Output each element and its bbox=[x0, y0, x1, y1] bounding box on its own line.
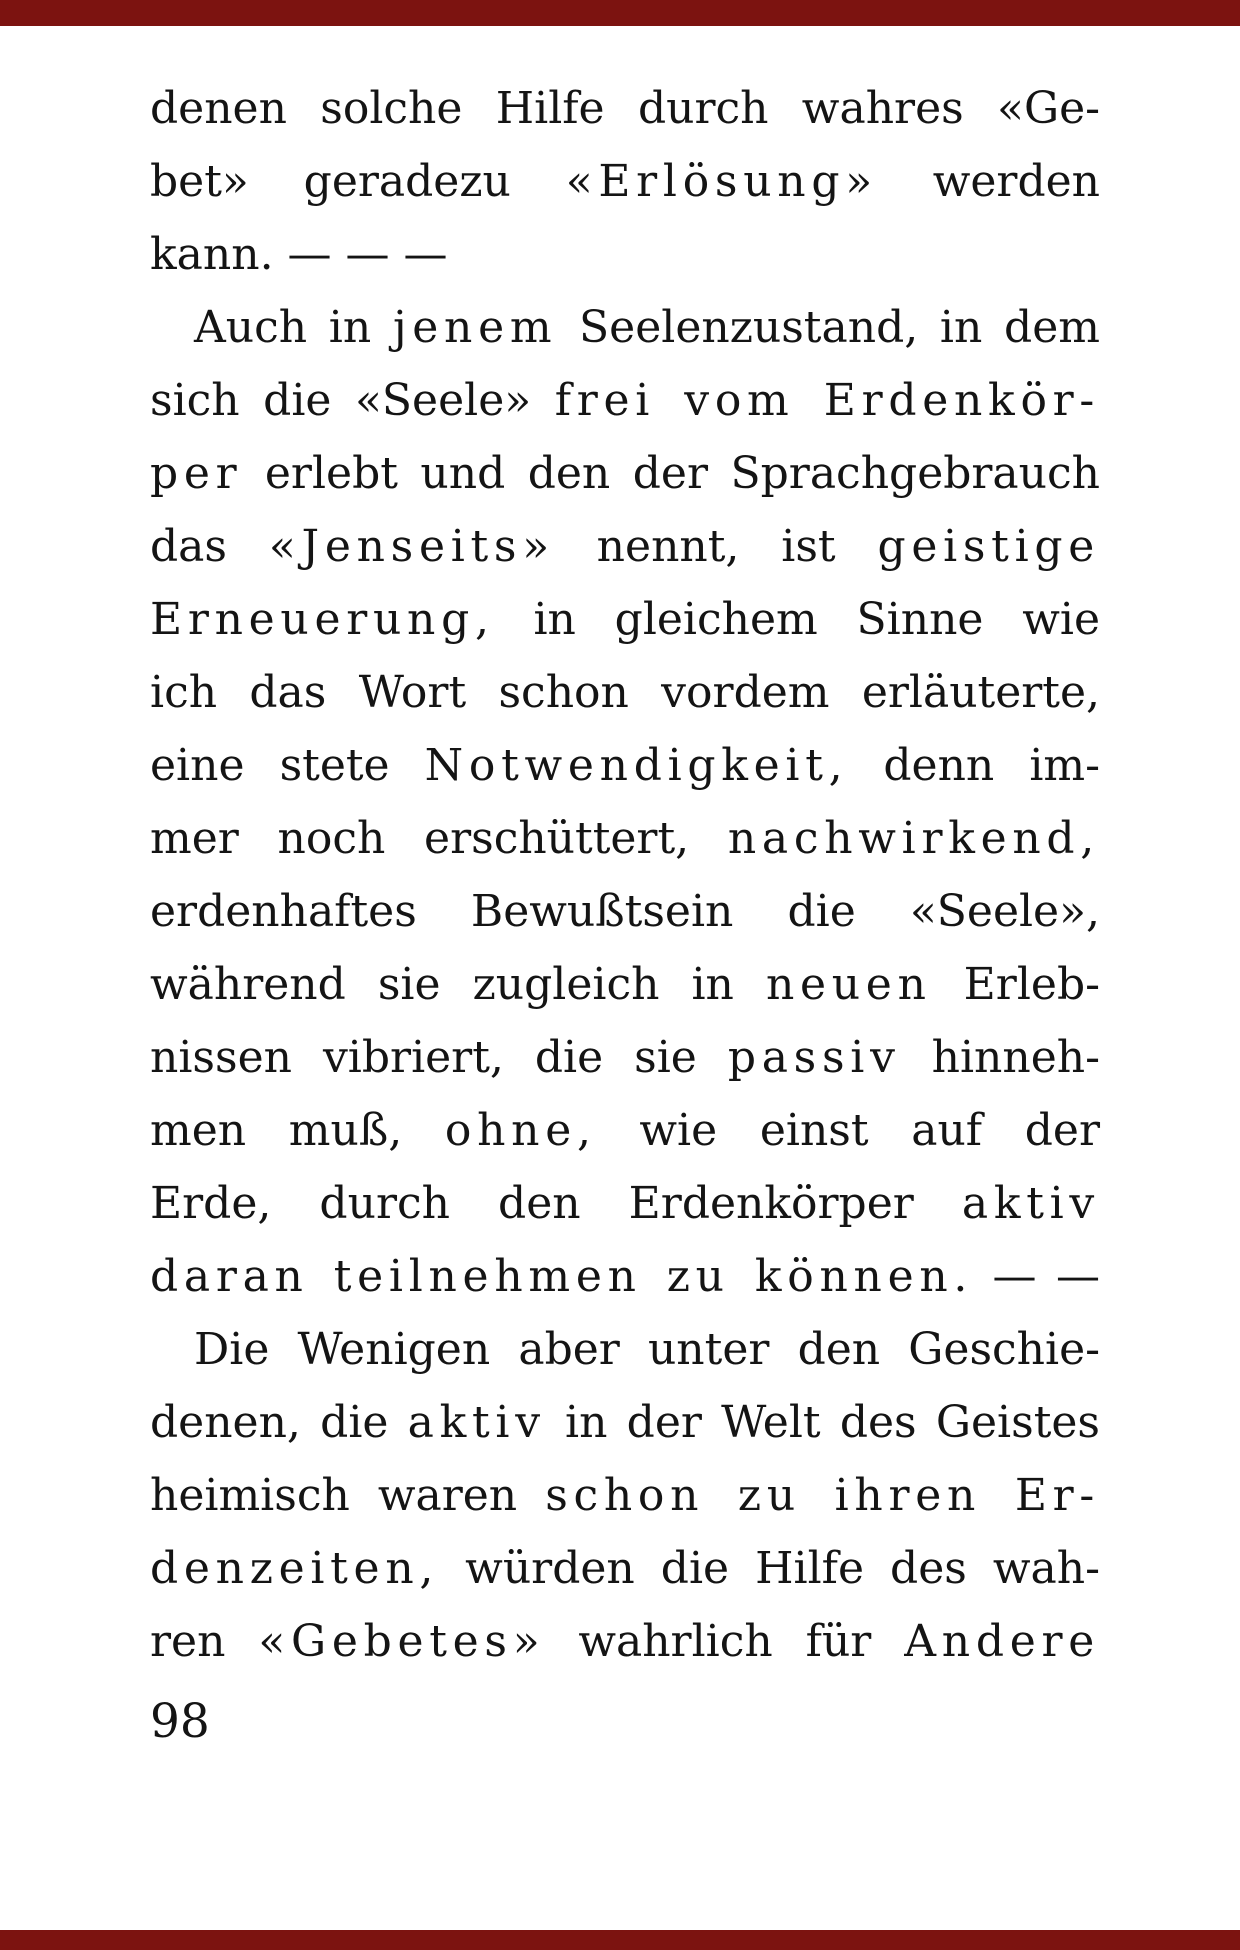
text-line-16 bbox=[150, 1167, 1100, 1240]
emphasized-text-segment: geistige bbox=[877, 521, 1101, 572]
text-line-2 bbox=[150, 145, 1100, 218]
text-line-19 bbox=[150, 1386, 1100, 1459]
text-segment: bet» geradezu bbox=[150, 156, 566, 207]
text-segment: erdenhaftes Bewußtsein die «Seele», bbox=[150, 886, 1100, 937]
text-segment: nennt, ist bbox=[554, 521, 878, 572]
text-segment: nissen vibriert, die sie bbox=[150, 1032, 728, 1083]
emphasized-text-segment: frei vom Erdenkör- bbox=[554, 375, 1100, 426]
emphasized-text-segment: per bbox=[150, 448, 243, 499]
page-text-block bbox=[150, 72, 1100, 1678]
emphasized-text-segment: neuen bbox=[765, 959, 932, 1010]
emphasized-text-segment: passiv bbox=[727, 1032, 901, 1083]
text-line-3 bbox=[150, 218, 1100, 291]
text-line-6 bbox=[150, 437, 1100, 510]
text-segment: in der Welt des Geistes bbox=[545, 1397, 1101, 1448]
top-edge-bar bbox=[0, 0, 1240, 26]
text-segment: Auch in bbox=[194, 302, 393, 353]
text-line-5 bbox=[150, 364, 1100, 437]
text-line-4 bbox=[150, 291, 1100, 364]
emphasized-text-segment: ohne, bbox=[444, 1105, 597, 1156]
emphasized-text-segment: Andere bbox=[904, 1616, 1100, 1667]
text-segment: eine stete bbox=[150, 740, 425, 791]
text-line-7 bbox=[150, 510, 1100, 583]
text-segment: men muß, bbox=[150, 1105, 445, 1156]
page-number: 98 bbox=[150, 1694, 210, 1749]
emphasized-text-segment: aktiv bbox=[961, 1178, 1100, 1229]
text-line-8 bbox=[150, 583, 1100, 656]
text-segment: denen, die bbox=[150, 1397, 408, 1448]
emphasized-text-segment: «Gebetes» bbox=[258, 1616, 546, 1667]
text-segment: denen solche Hilfe durch wahres «Ge- bbox=[150, 83, 1100, 134]
text-line-11 bbox=[150, 802, 1100, 875]
text-segment: hinneh- bbox=[900, 1032, 1100, 1083]
text-segment: mer noch erschüttert, bbox=[150, 813, 728, 864]
text-segment: Seelenzustand, in dem bbox=[557, 302, 1100, 353]
text-segment: heimisch waren bbox=[150, 1470, 546, 1521]
text-line-13 bbox=[150, 948, 1100, 1021]
emphasized-text-segment: Erneuerung, bbox=[150, 594, 495, 645]
bottom-edge-bar bbox=[0, 1930, 1240, 1950]
text-line-9 bbox=[150, 656, 1100, 729]
text-segment: ren bbox=[150, 1616, 259, 1667]
text-segment: erlebt und den der Sprachgebrauch bbox=[242, 448, 1100, 499]
text-line-17 bbox=[150, 1240, 1100, 1313]
text-line-15 bbox=[150, 1094, 1100, 1167]
text-segment: kann. — — — bbox=[150, 229, 448, 280]
text-segment: werden bbox=[877, 156, 1100, 207]
emphasized-text-segment: aktiv bbox=[407, 1397, 546, 1448]
text-segment: wahrlich für bbox=[545, 1616, 905, 1667]
text-line-22 bbox=[150, 1605, 1100, 1678]
text-line-18 bbox=[150, 1313, 1100, 1386]
emphasized-text-segment: denzeiten, bbox=[150, 1543, 440, 1594]
text-line-10 bbox=[150, 729, 1100, 802]
text-segment: Die Wenigen aber unter den Geschie- bbox=[194, 1324, 1100, 1375]
text-line-12 bbox=[150, 875, 1100, 948]
text-segment: Erleb- bbox=[931, 959, 1100, 1010]
text-segment: wie einst auf der bbox=[596, 1105, 1100, 1156]
emphasized-text-segment: «Jenseits» bbox=[268, 521, 555, 572]
emphasized-text-segment: «Erlösung» bbox=[565, 156, 878, 207]
emphasized-text-segment: schon zu ihren Er- bbox=[545, 1470, 1100, 1521]
text-segment: denn im- bbox=[848, 740, 1101, 791]
emphasized-text-segment: jenem bbox=[392, 302, 558, 353]
emphasized-text-segment: daran teilnehmen zu können. bbox=[150, 1251, 974, 1302]
emphasized-text-segment: nachwirkend, bbox=[727, 813, 1100, 864]
text-segment: — — bbox=[973, 1251, 1100, 1302]
text-segment: während sie zugleich in bbox=[150, 959, 766, 1010]
text-line-20 bbox=[150, 1459, 1100, 1532]
text-line-1 bbox=[150, 72, 1100, 145]
text-line-21 bbox=[150, 1532, 1100, 1605]
emphasized-text-segment: Notwendigkeit, bbox=[424, 740, 849, 791]
text-segment: ich das Wort schon vordem erläuterte, bbox=[150, 667, 1100, 718]
text-segment: Erde, durch den Erdenkörper bbox=[150, 1178, 962, 1229]
text-segment: in gleichem Sinne wie bbox=[494, 594, 1100, 645]
text-segment: sich die «Seele» bbox=[150, 375, 555, 426]
text-segment: das bbox=[150, 521, 269, 572]
text-line-14 bbox=[150, 1021, 1100, 1094]
text-segment: würden die Hilfe des wah- bbox=[439, 1543, 1100, 1594]
